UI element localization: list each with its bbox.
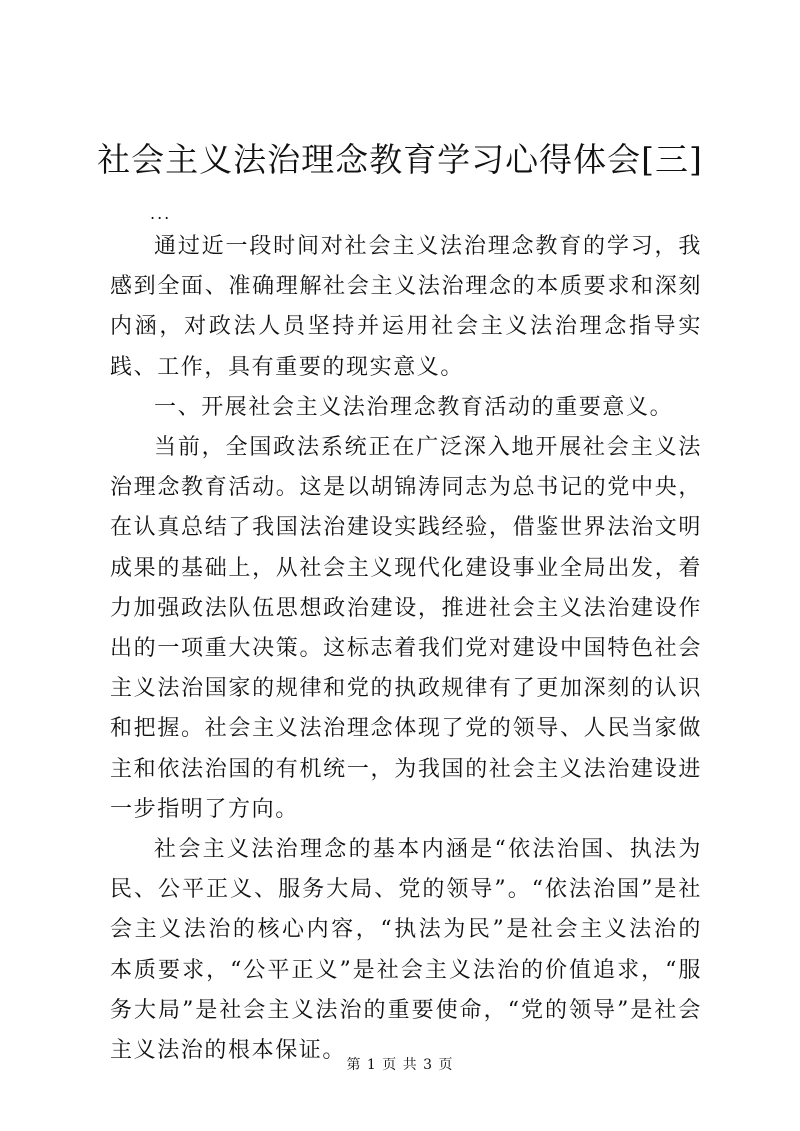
document-body <box>110 227 702 1071</box>
ellipsis-marker: ... <box>150 204 172 223</box>
page-footer: 第 1 页 共 3 页 <box>346 1057 454 1073</box>
paragraph-significance: 当前，全国政法系统正在广泛深入地开展社会主义法治理念教育活动。这是以胡锦涛同志为总书记的党中央，在认真总结了我国法治建设实践经验，借鉴世界法治文明成果的基础上，从社会主义现代化建设事业全局出发，着力加强政法队伍思想政治建设，推进社会主义法治建设作出的一项重大决策。这标志着我们党对建设中国特色社会主义法治国家的规律和党的执政规律有了更加深刻的认识和把握。社会主义法治理念体现了党的领导、人民当家做主和依法治国的有机统一，为我国的社会主义法治建设进一步指明了方向。 <box>110 435 702 822</box>
paragraph-intro: 通过近一段时间对社会主义法治理念教育的学习，我感到全面、准确理解社会主义法治理念的本质要求和深刻内涵，对政法人员坚持并运用社会主义法治理念指导实践、工作，具有重要的现实意义。 <box>110 234 702 380</box>
page-title: 社会主义法治理念教育学习心得体会[三] <box>97 140 703 179</box>
section-heading-1: 一、开展社会主义法治理念教育活动的重要意义。 <box>154 394 674 420</box>
paragraph-connotation: 社会主义法治理念的基本内涵是“依法治国、执法为民、公平正义、服务大局、党的领导”。“依法治国”是社会主义法治的核心内容，“执法为民”是社会主义法治的本质要求，“公平正义”是社会主义法治的价值追求，“服务大局”是社会主义法治的重要使命，“党的领导”是社会主义法治的根本保证。 <box>110 837 702 1064</box>
